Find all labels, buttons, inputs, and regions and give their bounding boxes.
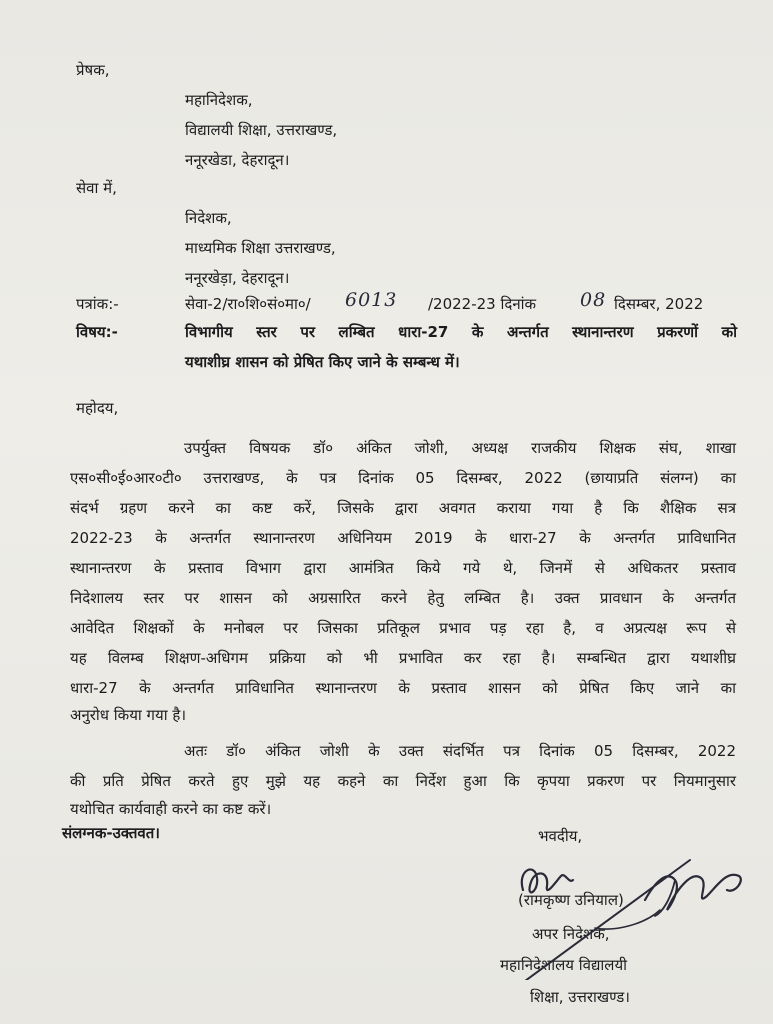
- paragraph-1-line: धारा-27 के अन्तर्गत प्राविधानित स्थानान्तरण के प्रस्ताव शासन को प्रेषित किए जाने का: [70, 679, 736, 697]
- paragraph-1-line: उपर्युक्त विषयक डॉ० अंकित जोशी, अध्यक्ष राजकीय शिक्षक संघ, शाखा: [184, 439, 736, 457]
- paragraph-1-line: निदेशालय स्तर पर शासन को अग्रसारित करने हेतु लम्बित है। उक्त प्रावधान के अन्तर्गत: [70, 589, 736, 607]
- from-line-2: विद्यालयी शिक्षा, उत्तराखण्ड,: [185, 121, 338, 139]
- reference-number-handwritten: 6013: [345, 289, 398, 311]
- from-line-1: महानिदेशक,: [185, 91, 253, 109]
- paragraph-1-line: एस०सी०ई०आर०टी० उत्तराखण्ड, के पत्र दिनांक 05 दिसम्बर, 2022 (छायाप्रति संलग्न) का: [70, 469, 736, 487]
- reference-prefix: सेवा-2/रा०शि०सं०मा०/: [185, 295, 311, 313]
- to-line-2: माध्यमिक शिक्षा उत्तराखण्ड,: [185, 239, 336, 257]
- paragraph-1-line: संदर्भ ग्रहण करने का कष्ट करें, जिसके द्वारा अवगत कराया गया है कि शैक्षिक सत्र: [70, 499, 736, 517]
- to-label: सेवा में,: [76, 179, 117, 197]
- paragraph-1-line: स्थानान्तरण के प्रस्ताव विभाग द्वारा आमंत्रित किये गये थे, जिनमें से अधिकतर प्रस्ताव: [70, 559, 736, 577]
- enclosure-note: संलग्नक-उक्तवत।: [62, 824, 160, 842]
- paragraph-2-line: की प्रति प्रेषित करते हुए मुझे यह कहने का निर्देश हुआ कि कृपया प्रकरण पर नियमानुसार: [70, 772, 736, 790]
- signatory-designation: अपर निदेशक,: [532, 925, 610, 943]
- paragraph-2-line: यथोचित कार्यवाही करने का कष्ट करें।: [70, 800, 272, 818]
- paragraph-1-line: 2022-23 के अन्तर्गत स्थानान्तरण अधिनियम 2019 के धारा-27 के अन्तर्गत प्राविधानित: [70, 529, 736, 547]
- signatory-office-line-2: शिक्षा, उत्तराखण्ड।: [530, 988, 630, 1006]
- to-line-3: ननूरखेड़ा, देहरादून।: [185, 269, 290, 287]
- paragraph-2-line: अतः डॉ० अंकित जोशी के उक्त संदर्भित पत्र दिनांक 05 दिसम्बर, 2022: [184, 742, 736, 760]
- reference-month-year: दिसम्बर, 2022: [614, 295, 704, 313]
- paragraph-1-line: यह विलम्ब शिक्षण-अधिगम प्रक्रिया को भी प्रभावित कर रहा है। सम्बन्धित द्वारा यथाशीघ्र: [70, 649, 736, 667]
- from-label: प्रेषक,: [76, 61, 110, 79]
- salutation: महोदय,: [76, 399, 119, 417]
- from-line-3: ननूरखेडा, देहरादून।: [185, 151, 290, 169]
- subject-line-1: विभागीय स्तर पर लम्बित धारा-27 के अन्तर्गत स्थानान्तरण प्रकरणों को: [185, 323, 737, 341]
- subject-line-2: यथाशीघ्र शासन को प्रेषित किए जाने के सम्बन्ध में।: [185, 353, 460, 371]
- closing-regards: भवदीय,: [538, 827, 583, 845]
- to-line-1: निदेशक,: [185, 209, 232, 227]
- reference-suffix: /2022-23 दिनांक: [428, 295, 537, 313]
- handwritten-signature: [495, 840, 750, 980]
- signatory-name: (रामकृष्ण उनियाल): [518, 891, 624, 909]
- signatory-office-line-1: महानिदेशालय विद्यालयी: [500, 956, 628, 974]
- paragraph-1-line: अनुरोध किया गया है।: [70, 706, 187, 724]
- reference-label: पत्रांक:-: [76, 295, 119, 313]
- reference-day-handwritten: 08: [580, 289, 607, 311]
- paragraph-1-line: आवेदित शिक्षकों के मनोबल पर जिसका प्रतिकूल प्रभाव पड़ रहा है, व अप्रत्यक्ष रूप से: [70, 619, 736, 637]
- subject-label: विषय:-: [76, 323, 118, 341]
